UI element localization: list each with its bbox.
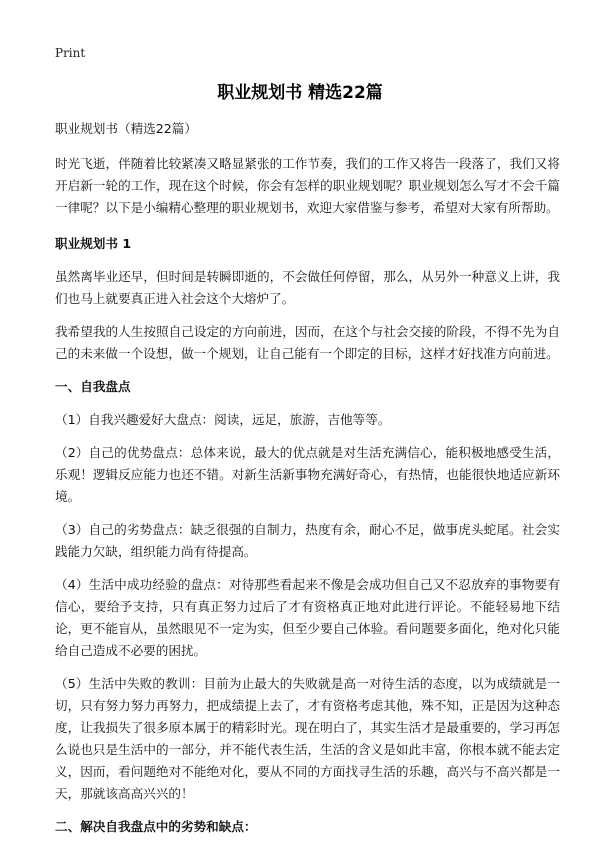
self-review-item: （3）自己的劣势盘点：缺乏很强的自制力，热度有余，耐心不足，做事虎头蛇尾。社会实践能力欠缺，组织能力尚有待提高。	[55, 522, 560, 559]
print-link[interactable]: Print	[55, 46, 86, 60]
page-title: 职业规划书 精选22篇	[217, 83, 383, 103]
intro-paragraph: 时光飞逝，伴随着比较紧凑又略显紧张的工作节奏，我们的工作又将告一段落了，我们又将开启新一轮的工作，现在这个时候，你会有怎样的职业规划呢？职业规划怎么写才不会千篇一律呢？以下是小编精心整理的职业规划书，欢迎大家借鉴与参考，希望对大家有所帮助。	[55, 156, 560, 215]
section-1-paragraph: 我希望我的人生按照自己设定的方向前进，因而，在这个与社会交接的阶段，不得不先为自己的未来做一个设想，做一个规划，让自己能有一个即定的目标，这样才好找准方向前进。	[55, 324, 560, 361]
document-subtitle: 职业规划书（精选22篇）	[55, 121, 197, 136]
document-body	[55, 118, 560, 849]
part-heading-weakness-solutions: 二、解决自我盘点中的劣势和缺点：	[55, 819, 257, 834]
self-review-item: （2）自己的优势盘点：总体来说，最大的优点就是对生活充满信心，能积极地感受生活，乐观！逻辑反应能力也还不错。对新生活新事物充满好奇心，有热情，也能很快地适应新环境。	[55, 445, 560, 504]
self-review-item: （4）生活中成功经验的盘点：对待那些看起来不像是会成功但自己又不忍放弃的事物要有信心，要给予支持，只有真正努力过后了才有资格真正地对此进行评论。不能轻易地下结论，更不能盲从，虽然眼见不一定为实，但至少要自己体验。看问题要多面化，绝对化只能给自己造成不必要的困扰。	[55, 577, 560, 658]
section-1-paragraph: 虽然离毕业还早，但时间是转瞬即逝的，不会做任何停留，那么，从另外一种意义上讲，我们也马上就要真正进入社会这个大熔炉了。	[55, 269, 560, 306]
self-review-item: （5）生活中失败的教训：目前为止最大的失败就是高一对待生活的态度，以为成绩就是一切，只有努力努力再努力，把成绩提上去了，才有资格考虑其他，殊不知，正是因为这种态度，让我损失了很多原本属于的精彩时光。现在明白了，其实生活才是最重要的，学习再怎么说也只是生活中的一部分，并不能代表生活，生活的含义是如此丰富，你根本就不能去定义，因而，看问题绝对不能绝对化，要从不同的方面找寻生活的乐趣，高兴与不高兴都是一天，那就该高高兴兴的！	[55, 676, 560, 801]
self-review-item: （1）自我兴趣爱好大盘点：阅读，远足，旅游，吉他等等。	[55, 412, 391, 427]
part-heading-self-review: 一、自我盘点	[55, 379, 131, 394]
section-heading-1: 职业规划书 1	[55, 236, 132, 251]
